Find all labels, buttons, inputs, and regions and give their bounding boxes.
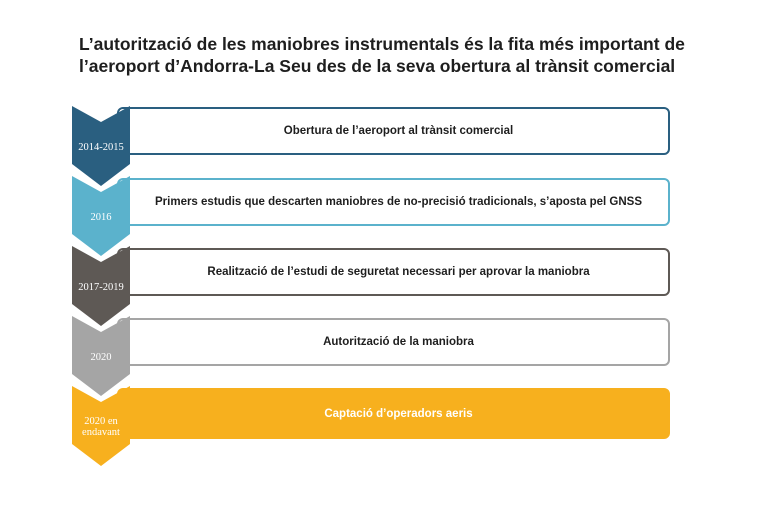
step-text-5: Captació d’operadors aeris [324, 407, 473, 420]
step-text-1: Obertura de l’aeroport al trànsit comercial [283, 125, 514, 137]
step-year-5-line-1: 2020 en [84, 416, 118, 427]
step-year-5-line-2: endavant [82, 427, 120, 438]
step-box-3 [117, 248, 670, 296]
step-year-5 [72, 416, 130, 438]
step-year-4: 2020 [90, 352, 112, 363]
title-line-2: l’aeroport d’Andorra-La Seu des de la seva obertura al trànsit comercial [79, 56, 676, 76]
step-box-5 [117, 388, 670, 439]
step-box-2 [117, 178, 670, 226]
step-text-2: Primers estudis que descarten maniobres de no-precisió tradicionals, s’aposta pel GNSS [155, 196, 642, 208]
step-year-2: 2016 [90, 212, 112, 223]
step-box-1 [117, 107, 670, 155]
step-text-4: Autorització de la maniobra [323, 336, 474, 348]
step-box-4 [117, 318, 670, 366]
step-year-1: 2014-2015 [78, 142, 124, 153]
title-line-1: L’autorització de les maniobres instrumentals és la fita més important de [79, 34, 685, 54]
step-text-3: Realització de l’estudi de seguretat necessari per aprovar la maniobra [207, 266, 590, 278]
step-year-3: 2017-2019 [78, 282, 124, 293]
